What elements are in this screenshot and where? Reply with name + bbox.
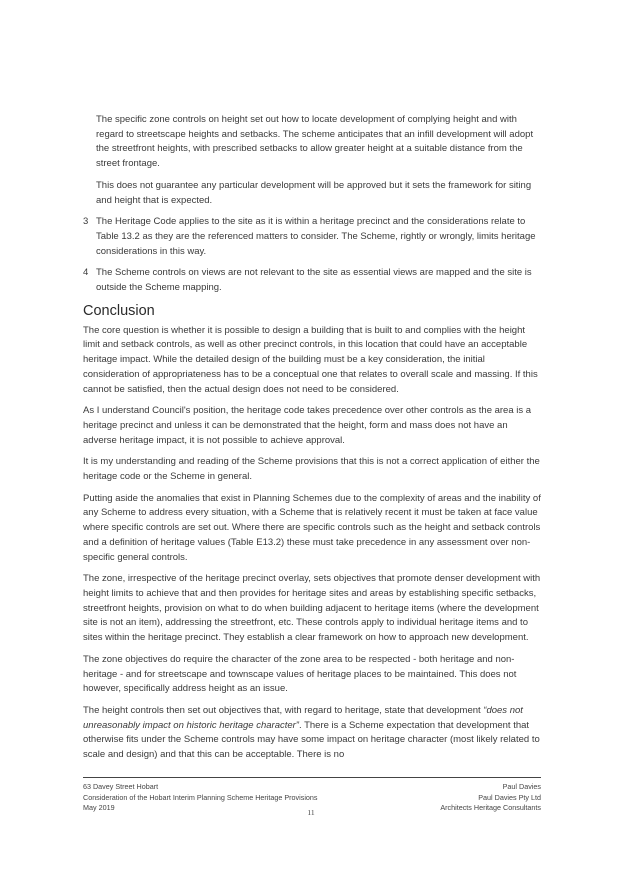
page-number: 11 bbox=[307, 808, 315, 817]
footer-date: May 2019 bbox=[83, 803, 115, 813]
paragraph-4: Putting aside the anomalies that exist in Planning Schemes due to the complexity of areas and the inability of any Scheme to address every situation, with a Scheme that is relatively recent it must be taken at face value where specific controls are set out. Where there are specific controls such as the height and setback controls and a definition of heritage values (Table E13.2) these must take precedence in any assessment over non-specific general controls. bbox=[83, 492, 541, 563]
paragraph-1: The core question is whether it is possible to design a building that is built to and complies with the height limit and setback controls, as well as other precinct controls, in this location that could have an acceptable heritage impact. While the detailed design of the building must be a key consideration, the initial consideration of appropriateness has to be a conceptual one that relates to overall scale and massing. If this cannot be satisfied, then the actual design does not need to be considered. bbox=[83, 324, 538, 395]
numbered-item-3 bbox=[83, 215, 541, 259]
paragraph-6: The zone objectives do require the character of the zone area to be respected - both heritage and non-heritage - and for streetscape and townscape values of heritage places to be maintained. This does not however, specifically address height as an issue. bbox=[83, 653, 517, 695]
intro-paragraph-2: This does not guarantee any particular development will be approved but it sets the framework for siting and height that is expected. bbox=[96, 179, 532, 206]
item-number: 3 bbox=[83, 216, 89, 228]
footer-address: 63 Davey Street Hobart bbox=[83, 782, 159, 791]
quoted-text: “does not unreasonably impact on historic heritage character” bbox=[83, 704, 523, 731]
paragraph-7-end: . There is a Scheme expectation that development that otherwise fits under the Scheme controls may have some impact on heritage character (most likely related to scale and design) and that this can be acceptable. There is no bbox=[83, 719, 540, 761]
item-number: 4 bbox=[83, 267, 89, 279]
intro-paragraph-1: The specific zone controls on height set out how to locate development of complying height and with regard to streetscape heights and setbacks. The scheme anticipates that an infill development will adopt the streetfront heights, with prescribed setbacks to allow greater height at a suitable distance from the street frontage. bbox=[96, 114, 534, 170]
paragraph-7 bbox=[83, 704, 541, 763]
section-heading: Conclusion bbox=[83, 302, 155, 319]
item-text: The Scheme controls on views are not relevant to the site as essential views are mapped and the site is outside the Scheme mapping. bbox=[96, 267, 532, 294]
paragraph-3: It is my understanding and reading of the Scheme provisions that this is not a correct application of either the heritage code or the Scheme in general. bbox=[83, 456, 540, 483]
footer-company: Paul Davies Pty Ltd bbox=[478, 792, 541, 802]
footer-divider bbox=[83, 777, 541, 778]
footer-company-description: Architects Heritage Consultants bbox=[440, 803, 541, 813]
body-text bbox=[83, 113, 541, 763]
numbered-item-4 bbox=[83, 266, 541, 295]
paragraph-5: The zone, irrespective of the heritage precinct overlay, sets objectives that promote denser development with height limits to achieve that and then provides for heritage sites and areas by establishing specific setbacks, streetfront heights, provision on what to do when building adjacent to heritage items (where the development site is not an item), addressing the streetfront, etc. These controls apply to individual heritage items and to sites within the heritage precinct. They establish a clear framework on how to approach new development. bbox=[83, 573, 541, 644]
item-text: The Heritage Code applies to the site as it is within a heritage precinct and the considerations relate to Table 13.2 as they are the referenced matters to consider. The Scheme, rightly or wrongly, limits heritage considerations in this way. bbox=[96, 216, 536, 257]
paragraph-7-start: The height controls then set out objectives that, with regard to heritage, state that development bbox=[83, 704, 484, 716]
footer-document-title: Consideration of the Hobart Interim Planning Scheme Heritage Provisions bbox=[83, 792, 318, 802]
paragraph-2: As I understand Council's position, the heritage code takes precedence over other controls as the area is a heritage precinct and unless it can be demonstrated that the height, form and mass does not have an adverse heritage impact, it is not possible to achieve approval. bbox=[83, 405, 532, 446]
footer-author: Paul Davies bbox=[502, 782, 541, 791]
